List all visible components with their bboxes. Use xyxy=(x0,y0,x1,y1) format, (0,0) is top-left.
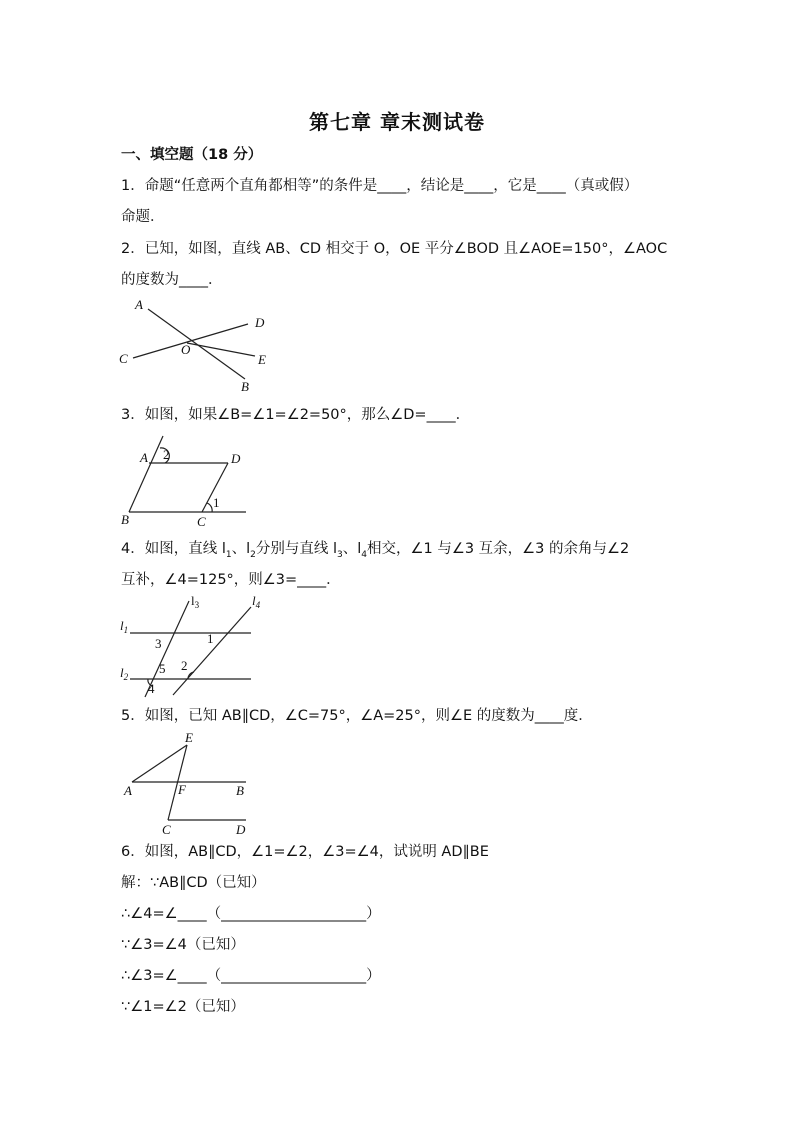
label-angle-4: 4 xyxy=(148,681,155,696)
question-2-line-1: 2．已知，如图，直线 AB、CD 相交于 O，OE 平分∠BOD 且∠AOE=150°，∠AOC xyxy=(121,241,668,257)
label-l4: $l_4$ xyxy=(252,593,261,610)
question-1-line-2: 命题． xyxy=(121,209,165,225)
label-angle-5: 5 xyxy=(159,661,166,676)
question-1-line-1: 1．命题“任意两个直角都相等”的条件是____，结论是____，它是____（真或假） xyxy=(121,178,639,194)
ray-oe xyxy=(187,343,255,356)
label-a: A xyxy=(140,450,148,465)
label-l1: $l_1$ xyxy=(120,618,129,635)
line-cd xyxy=(133,324,248,358)
label-d: D xyxy=(255,315,265,330)
label-l2: $l_2$ xyxy=(120,665,129,682)
question-2-figure xyxy=(115,296,285,396)
label-e: E xyxy=(185,730,193,745)
label-l3: $l_3$ xyxy=(191,593,200,610)
question-6-solution-line-5: ∵∠1=∠2（已知） xyxy=(121,999,245,1015)
label-angle-1: 1 xyxy=(207,631,214,646)
page-title: 第七章 章末测试卷 xyxy=(309,110,485,134)
q4-text-c: 分别与直线 l xyxy=(255,541,338,557)
label-c: C xyxy=(162,822,171,837)
question-4-line-2: 互补，∠4=125°，则∠3=____． xyxy=(121,572,341,588)
q4-sub-2: 2 xyxy=(250,549,256,560)
question-3-line-1: 3．如图，如果∠B=∠1=∠2=50°，那么∠D=____． xyxy=(121,407,471,423)
line-ab-extended xyxy=(129,436,163,512)
question-6-solution-line-3: ∵∠3=∠4（已知） xyxy=(121,937,245,953)
question-4-line-1 xyxy=(121,540,629,564)
angle-1-arc xyxy=(207,503,212,512)
q4-sub-3: 3 xyxy=(337,549,343,560)
label-angle-2: 2 xyxy=(181,658,188,673)
label-b: B xyxy=(121,512,129,527)
label-angle-1: 1 xyxy=(213,495,220,510)
q4-text-e: 相交，∠1 与∠3 互余，∠3 的余角与∠2 xyxy=(367,541,630,557)
question-6-solution-line-4: ∴∠3=∠____（____________________） xyxy=(121,968,381,984)
question-5-line-1: 5．如图，已知 AB∥CD，∠C=75°，∠A=25°，则∠E 的度数为____度． xyxy=(121,708,593,724)
question-3-figure xyxy=(115,432,255,532)
question-6-solution-line-1: 解：∵AB∥CD（已知） xyxy=(121,875,266,891)
q4-sub-4: 4 xyxy=(361,549,368,560)
label-angle-3: 3 xyxy=(155,636,162,651)
label-a: A xyxy=(135,297,143,312)
q4-text-d: 、l xyxy=(342,541,362,557)
line-ab xyxy=(148,309,245,379)
label-d: D xyxy=(236,822,246,837)
question-6-solution-line-2: ∴∠4=∠____（____________________） xyxy=(121,906,381,922)
q4-sub-1: 1 xyxy=(225,549,232,560)
label-o: O xyxy=(181,342,191,357)
label-f: F xyxy=(178,782,186,797)
q4-text-b: 、l xyxy=(231,541,251,557)
label-b: B xyxy=(236,783,244,798)
question-6-line-1: 6．如图，AB∥CD，∠1=∠2，∠3=∠4，试说明 AD∥BE xyxy=(121,844,489,860)
label-b: B xyxy=(241,379,249,394)
line-l4 xyxy=(173,607,251,695)
label-angle-2: 2 xyxy=(163,447,170,462)
label-c: C xyxy=(119,351,128,366)
section-heading-fill-in: 一、填空题（18 分） xyxy=(121,147,263,163)
label-e: E xyxy=(258,352,266,367)
label-c: C xyxy=(197,514,206,529)
label-d: D xyxy=(231,451,241,466)
question-5-figure xyxy=(115,728,265,838)
label-a: A xyxy=(124,783,132,798)
question-4-figure xyxy=(115,593,265,703)
question-2-line-2: 的度数为____． xyxy=(121,272,223,288)
q4-text-a: 4．如图，直线 l xyxy=(121,541,226,557)
